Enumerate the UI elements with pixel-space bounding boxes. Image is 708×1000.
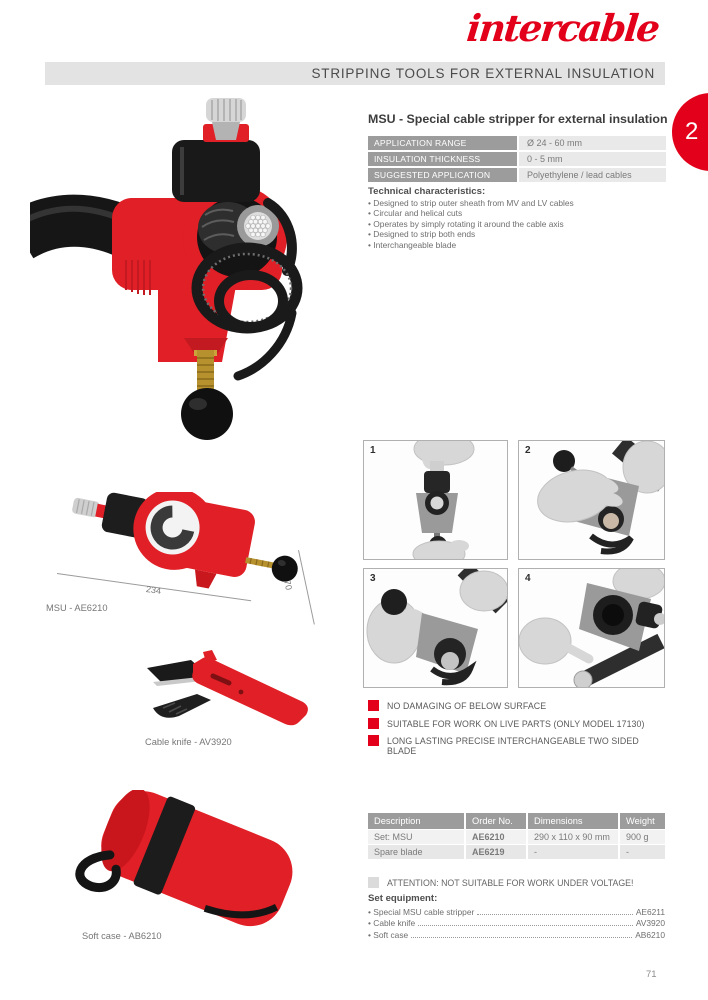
set-equipment-list xyxy=(368,905,665,940)
step-number: 3 xyxy=(370,573,376,584)
attention-text: ATTENTION: NOT SUITABLE FOR WORK UNDER VOLTAGE! xyxy=(387,877,634,888)
column-header: Order No. xyxy=(466,813,526,829)
equipment-code: AV3920 xyxy=(635,918,665,928)
equipment-name: • Cable knife xyxy=(368,918,415,928)
tech-item: • Operates by simply rotating it around the cable axis xyxy=(368,219,668,229)
soft-case-illustration xyxy=(72,790,317,930)
set-equipment-item xyxy=(368,905,665,917)
equipment-code: AE6211 xyxy=(635,906,665,917)
order-table xyxy=(368,813,665,860)
cell-weight: 900 g xyxy=(620,830,665,844)
page-number: 71 xyxy=(646,969,657,980)
step-photo-2 xyxy=(518,440,665,560)
order-table-header-row xyxy=(368,813,665,829)
soft-case-image xyxy=(72,790,317,930)
dimension-height-label: 70 xyxy=(282,579,294,591)
dotted-leader xyxy=(411,937,632,938)
spec-row xyxy=(368,168,666,182)
spec-value: Polyethylene / lead cables xyxy=(519,168,666,182)
set-equipment-item xyxy=(368,917,665,929)
tech-characteristics-title: Technical characteristics: xyxy=(368,186,486,197)
dimension-length-label: 234 xyxy=(145,584,162,596)
step-photo-1 xyxy=(363,440,508,560)
feature-row xyxy=(368,718,668,729)
msu-figure-label: MSU - AE6210 xyxy=(46,603,108,613)
column-header: Weight xyxy=(620,813,665,829)
feature-list xyxy=(368,700,668,763)
table-row xyxy=(368,845,665,859)
red-square-bullet-icon xyxy=(368,700,379,711)
msu-stripper-illustration xyxy=(48,492,308,617)
attention-note xyxy=(368,877,634,888)
feature-text: LONG LASTING PRECISE INTERCHANGEABLE TWO SIDED BLADE xyxy=(387,736,639,756)
cell-dimensions: - xyxy=(528,845,618,859)
spec-label: APPLICATION RANGE xyxy=(368,136,517,150)
step-number: 1 xyxy=(370,445,376,456)
dotted-leader xyxy=(418,925,633,926)
feature-text: SUITABLE FOR WORK ON LIVE PARTS (ONLY MODEL 17130) xyxy=(387,718,645,729)
spec-value: 0 - 5 mm xyxy=(519,152,666,166)
feature-text: NO DAMAGING OF BELOW SURFACE xyxy=(387,701,547,711)
cable-knife-image xyxy=(133,650,313,735)
page-title: MSU - Special cable stripper for external insulation xyxy=(368,112,668,126)
step-2-illustration xyxy=(519,441,664,559)
dotted-leader xyxy=(477,914,633,915)
set-equipment-item xyxy=(368,928,665,940)
spec-label: SUGGESTED APPLICATION xyxy=(368,168,517,182)
hero-product-image xyxy=(30,95,360,440)
step-number: 4 xyxy=(525,573,531,584)
step-1-illustration xyxy=(364,441,507,559)
spec-label: INSULATION THICKNESS xyxy=(368,152,517,166)
section-tab-number: 2 xyxy=(672,93,708,171)
red-square-bullet-icon xyxy=(368,718,379,729)
equipment-name: • Special MSU cable stripper xyxy=(368,907,474,917)
tech-item: • Designed to strip outer sheath from MV and LV cables xyxy=(368,198,668,208)
step-number: 2 xyxy=(525,445,531,456)
equipment-code: AB6210 xyxy=(635,929,665,940)
step-photo-4 xyxy=(518,568,665,688)
cable-knife-illustration xyxy=(133,650,313,735)
knife-figure-label: Cable knife - AV3920 xyxy=(145,737,232,747)
section-banner: STRIPPING TOOLS FOR EXTERNAL INSULATION xyxy=(45,62,665,85)
brand-logo: intercable xyxy=(464,6,661,50)
spec-value: Ø 24 - 60 mm xyxy=(519,136,666,150)
step-3-illustration xyxy=(364,569,507,687)
cell-description: Set: MSU xyxy=(368,830,464,844)
spec-table xyxy=(368,136,666,184)
tech-characteristics-list xyxy=(368,198,668,250)
cable-stripper-illustration xyxy=(30,95,360,440)
step-photo-3 xyxy=(363,568,508,688)
spec-row xyxy=(368,152,666,166)
column-header: Dimensions xyxy=(528,813,618,829)
feature-row xyxy=(368,700,668,711)
set-equipment-title: Set equipment: xyxy=(368,893,438,904)
spec-row xyxy=(368,136,666,150)
tech-item: • Designed to strip both ends xyxy=(368,229,668,239)
case-figure-label: Soft case - AB6210 xyxy=(82,931,162,941)
red-square-bullet-icon xyxy=(368,735,379,746)
feature-row xyxy=(368,735,668,756)
table-row xyxy=(368,830,665,844)
column-header: Description xyxy=(368,813,464,829)
cell-description: Spare blade xyxy=(368,845,464,859)
tech-item: • Interchangeable blade xyxy=(368,240,668,250)
msu-product-image xyxy=(48,492,308,617)
cell-order-no: AE6210 xyxy=(466,830,526,844)
tech-item: • Circular and helical cuts xyxy=(368,208,668,218)
cell-weight: - xyxy=(620,845,665,859)
step-4-illustration xyxy=(519,569,664,687)
cell-dimensions: 290 x 110 x 90 mm xyxy=(528,830,618,844)
gray-square-bullet-icon xyxy=(368,877,379,888)
equipment-name: • Soft case xyxy=(368,930,408,940)
cell-order-no: AE6219 xyxy=(466,845,526,859)
